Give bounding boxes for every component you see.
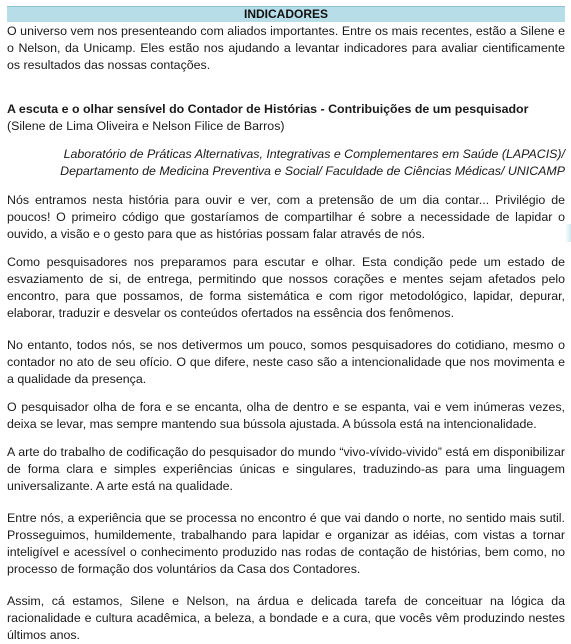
article-authors: (Silene de Lima Oliveira e Nelson Filice de Barros) — [7, 119, 285, 133]
section-header — [7, 6, 565, 22]
body-paragraph: Como pesquisadores nos preparamos para escutar e olhar. Esta condição pede um estado de esvaziamento de si, de entrega, permitindo que nossos corações e mentes sejam afetados pelo encontro, para que possamos, de forma sistemática e com rigor metodológico, lapidar, depurar, elaborar, traduzir e desvelar os conteúdos ofertados na essência dos fenômenos. — [7, 255, 565, 320]
section-title: INDICADORES — [243, 7, 328, 21]
affiliation-line-2: Departamento de Medicina Preventiva e Social/ Faculdade de Ciências Médicas/ UNICAMP — [60, 164, 565, 178]
article-title: A escuta e o olhar sensível do Contador de Histórias - Contribuições de um pesquisador — [7, 102, 529, 116]
body-paragraph: Nós entramos nesta história para ouvir e ver, com a pretensão de um dia contar... Privilégio de poucos! O primeiro código que gostaríamos de compartilhar é sobre a necessidade de lapidar o ouvido, a visão e o gesto para que as histórias possam falar através de nós. — [7, 193, 565, 241]
body-paragraph: O pesquisador olha de fora e se encanta, olha de dentro e se espanta, vai e vem inúmeras vezes, deixa se levar, mas sempre mantendo sua bússola ajustada. A bússola está na intencionalidade. — [7, 400, 565, 431]
body-paragraph: No entanto, todos nós, se nos detivermos um pouco, somos pesquisadores do cotidiano, mesmo o contador no ato de seu ofício. O que difere, neste caso são a intencionalidade que nos movimenta e a qualidade da presença. — [7, 338, 565, 386]
page-edge-decoration — [565, 224, 571, 242]
body-paragraph: A arte do trabalho de codificação do pesquisador do mundo “vivo-vívido-vivido” está em disponibilizar de forma clara e simples experiências únicas e singulares, traduzindo-as para uma linguagem universalizante. A arte está na qualidade. — [7, 445, 565, 493]
intro-paragraph: O universo vem nos presenteando com aliados importantes. Entre os mais recentes, estão a Silene e o Nelson, da Unicamp. Eles estão nos ajudando a levantar indicadores para avaliar cientificamente os resultados das nossas contações. — [7, 24, 565, 72]
body-paragraph: Assim, cá estamos, Silene e Nelson, na árdua e delicada tarefa de conceituar na lógica da racionalidade e cultura acadêmica, a beleza, a bondade e a cura, que vocês vêm produzindo nestes últimos anos. — [7, 594, 565, 642]
body-paragraph: Entre nós, a experiência que se processa no encontro é que vai dando o norte, no sentido mais sutil. Prosseguimos, humildemente, trabalhando para lapidar e organizar as idéias, com vistas a tornar inteligível e acessível o conhecimento produzido nas rodas de contação de histórias, bem como, no processo de formação dos voluntários da Casa dos Contadores. — [7, 511, 565, 576]
affiliation-line-1: Laboratório de Práticas Alternativas, Integrativas e Complementares em Saúde (LAPACIS)/ — [63, 147, 565, 161]
